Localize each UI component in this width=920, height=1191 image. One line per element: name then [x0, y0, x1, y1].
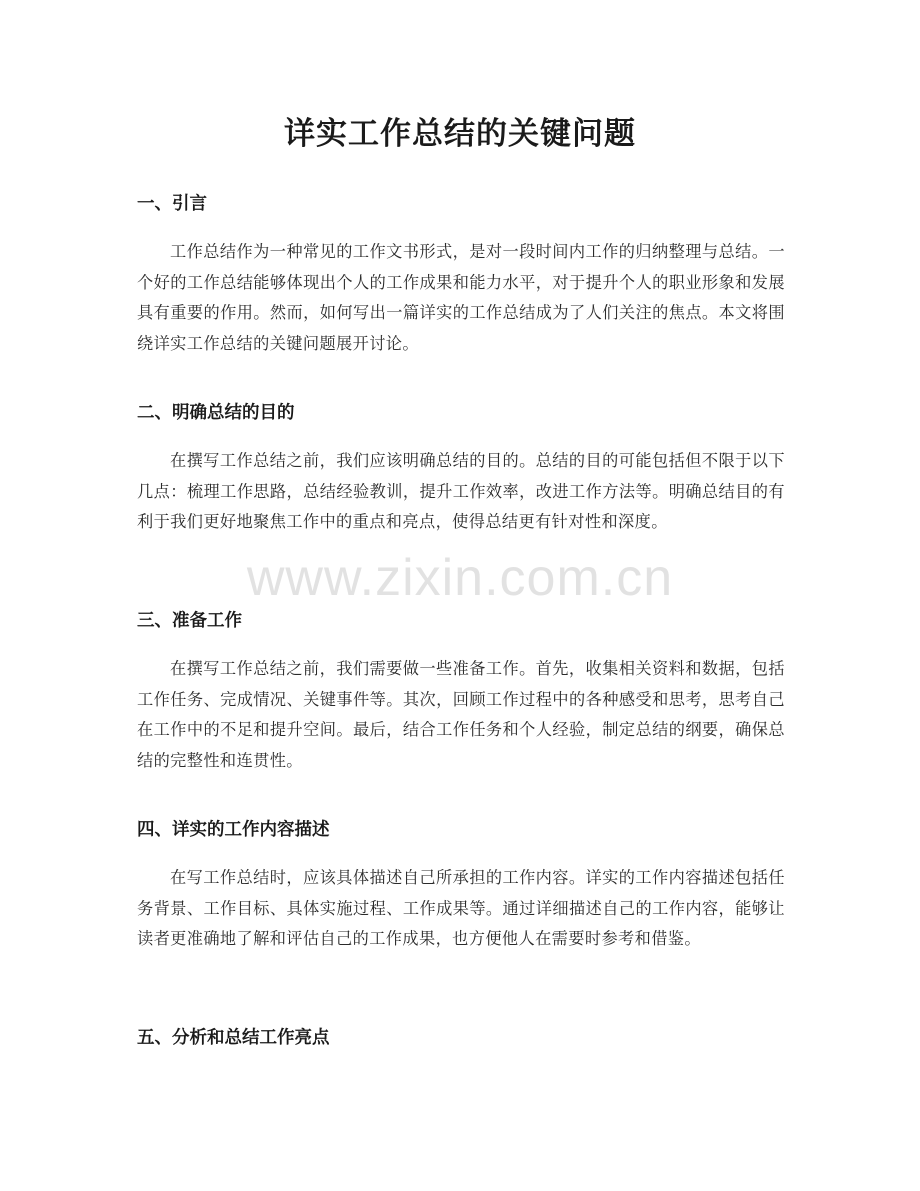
section-heading-work-content: 四、详实的工作内容描述	[137, 820, 330, 840]
section-paragraph-purpose: 在撰写工作总结之前，我们应该明确总结的目的。总结的目的可能包括但不限于以下几点：梳理工作思路，总结经验教训，提升工作效率，改进工作方法等。明确总结目的有利于我们更好地聚焦工作中的重点和亮点，使得总结更有针对性和深度。	[137, 451, 785, 531]
section-paragraph-introduction: 工作总结作为一种常见的工作文书形式，是对一段时间内工作的归纳整理与总结。一个好的工作总结能够体现出个人的工作成果和能力水平，对于提升个人的职业形象和发展具有重要的作用。然而，如何写出一篇详实的工作总结成为了人们关注的焦点。本文将围绕详实工作总结的关键问题展开讨论。	[137, 242, 785, 353]
section-heading-highlights: 五、分析和总结工作亮点	[137, 1028, 330, 1048]
section-paragraph-work-content: 在写工作总结时，应该具体描述自己所承担的工作内容。详实的工作内容描述包括任务背景、工作目标、具体实施过程、工作成果等。通过详细描述自己的工作内容，能够让读者更准确地了解和评估自己的工作成果，也方便他人在需要时参考和借鉴。	[137, 868, 785, 948]
document-title: 详实工作总结的关键问题	[284, 116, 636, 152]
section-paragraph-preparation: 在撰写工作总结之前，我们需要做一些准备工作。首先，收集相关资料和数据，包括工作任务、完成情况、关键事件等。其次，回顾工作过程中的各种感受和思考，思考自己在工作中的不足和提升空间。最后，结合工作任务和个人经验，制定总结的纲要，确保总结的完整性和连贯性。	[137, 659, 785, 770]
section-heading-introduction: 一、引言	[137, 194, 207, 214]
section-heading-preparation: 三、准备工作	[137, 611, 242, 631]
watermark: www.zixin.com.cn	[246, 549, 674, 607]
section-heading-purpose: 二、明确总结的目的	[137, 403, 295, 423]
